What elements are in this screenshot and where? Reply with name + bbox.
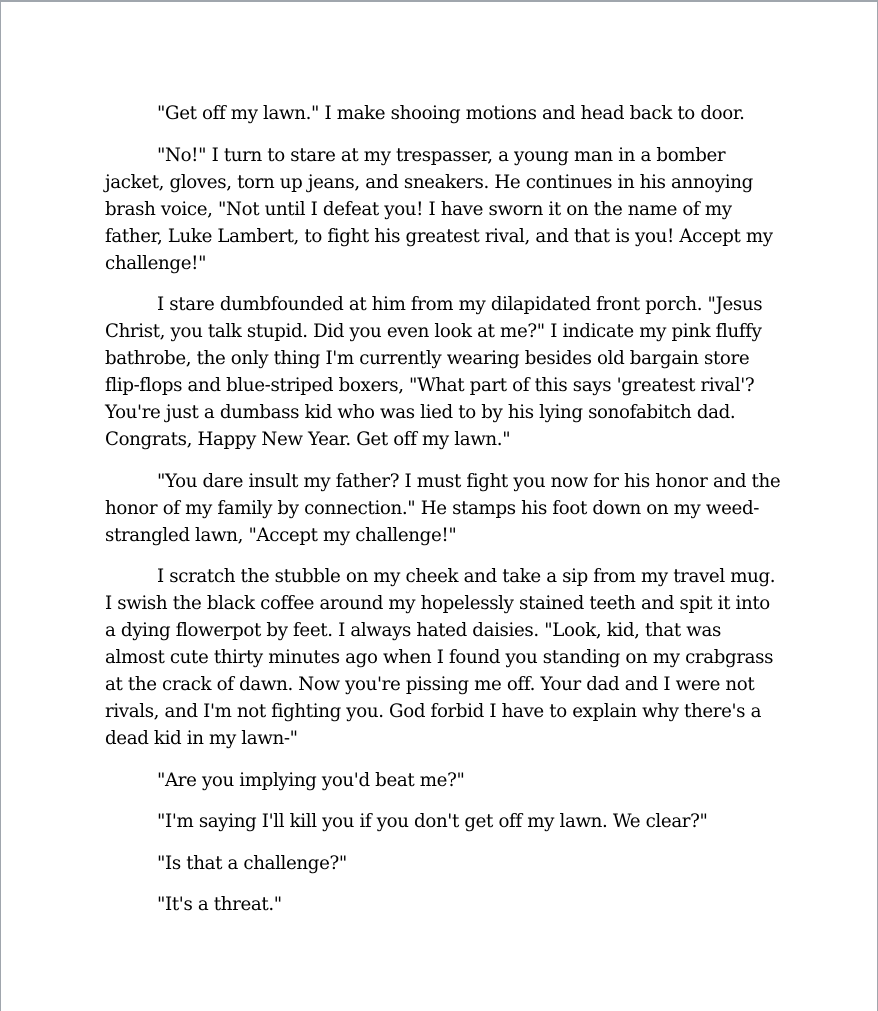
paragraph-7: "I'm saying I'll kill you if you don't get off my lawn. We clear?" xyxy=(157,811,708,832)
paragraph-4: "You dare insult my father? I must fight you now for his honor and the honor of my family by connection." He stamps his foot down on my weed-strangled lawn, "Accept my challenge!" xyxy=(105,470,781,546)
document-body[interactable] xyxy=(105,100,785,933)
paragraph-3: I stare dumbfounded at him from my dilapidated front porch. "Jesus Christ, you talk stupid. Did you even look at me?" I indicate my pink fluffy bathrobe, the only thing I'm currently wearing besides old bargain store flip-flops and blue-striped boxers, "What part of this says 'greatest rival'? You're just a dumbass kid who was lied to by his lying sonofabitch dad. Congrats, Happy New Year. Get off my lawn." xyxy=(105,294,763,450)
paragraph-1: "Get off my lawn." I make shooing motions and head back to door. xyxy=(157,103,745,124)
paragraph-9: "It's a threat." xyxy=(157,894,282,915)
paragraph-2: "No!" I turn to stare at my trespasser, a young man in a bomber jacket, gloves, torn up jeans, and sneakers. He continues in his annoying brash voice, "Not until I defeat you! I have sworn it on the name of my father, Luke Lambert, to fight his greatest rival, and that is you! Accept my challenge!" xyxy=(105,144,773,274)
paragraph-8: "Is that a challenge?" xyxy=(157,852,347,874)
paragraph-5: I scratch the stubble on my cheek and take a sip from my travel mug. I swish the black coffee around my hopelessly stained teeth and spit it into a dying flowerpot by feet. I always hated daisies. "Look, kid, that was almost cute thirty minutes ago when I found you standing on my crabgrass at the crack of dawn. Now you're pissing me off. Your dad and I were not rivals, and I'm not fighting you. God forbid I have to explain why there's a dead kid in my lawn-" xyxy=(105,566,776,749)
paragraph-6: "Are you implying you'd beat me?" xyxy=(157,769,465,791)
